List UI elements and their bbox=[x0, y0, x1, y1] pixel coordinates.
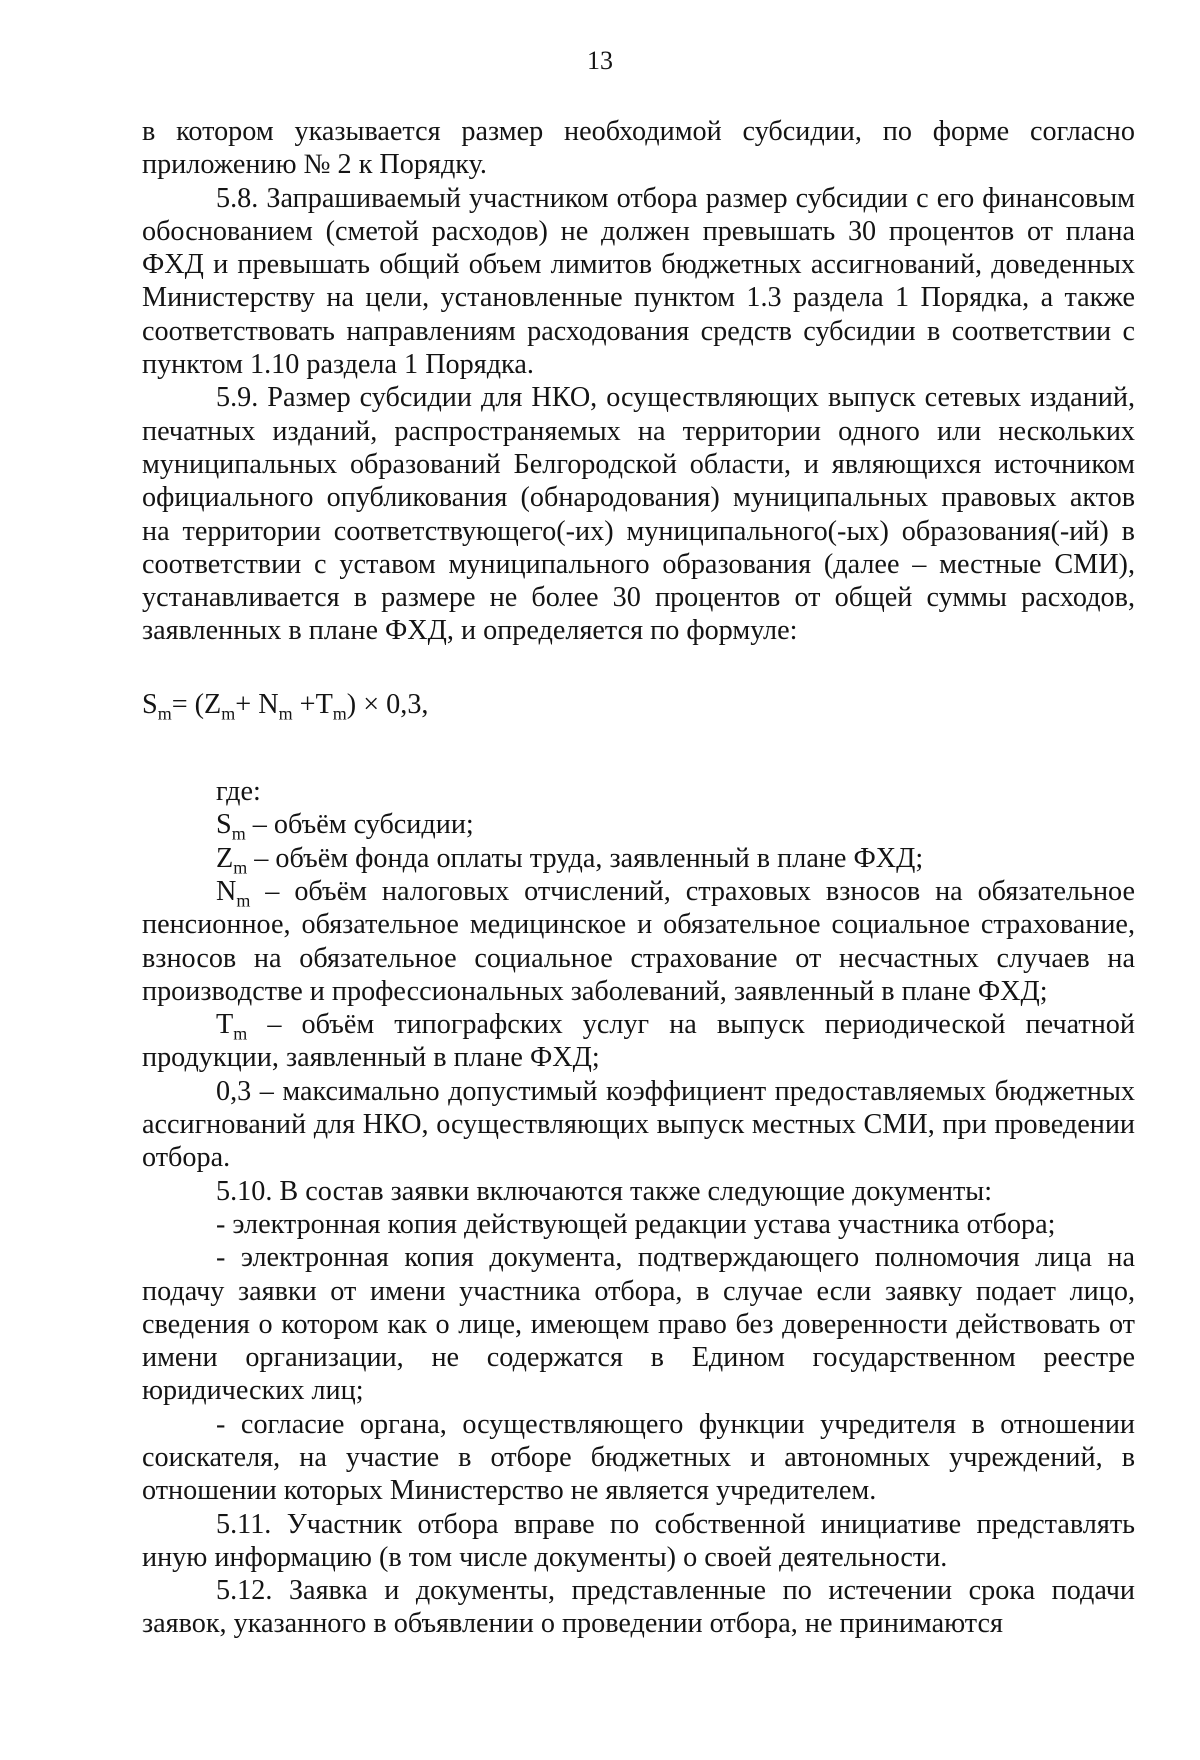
paragraph-5-11: 5.11. Участник отбора вправе по собственной инициативе представлять иную информацию (в том числе документы) о своей деятельности. bbox=[142, 1508, 1135, 1573]
definition-t-text: – объём типографских услуг на выпуск периодической печатной продукции, заявленный в плане ФХД; bbox=[142, 1009, 1135, 1074]
page-number: 13 bbox=[587, 46, 613, 75]
definition-t-sub: m bbox=[233, 1023, 248, 1044]
definition-t-symbol: T bbox=[216, 1009, 234, 1041]
list-item-charter-copy: - электронная копия действующей редакции устава участника отбора; bbox=[216, 1208, 1056, 1240]
formula-n: N bbox=[258, 688, 279, 720]
paragraph-5-8: 5.8. Запрашиваемый участником отбора размер субсидии с его финансовым обоснованием (сметой расходов) не должен превышать 30 процентов от плана ФХД и превышать общий объем лимитов бюджетных ассигнований, доведенных Министерству на цели, установленные пунктом 1.3 раздела 1 Порядка, а также соответствовать направлениям расходования средств субсидии в соответствии с пунктом 1.10 раздела 1 Порядка. bbox=[142, 182, 1135, 381]
paragraph-5-10: 5.10. В состав заявки включаются также следующие документы: bbox=[216, 1175, 993, 1207]
formula-s: S bbox=[142, 688, 158, 720]
definition-s bbox=[142, 808, 1135, 844]
formula-t-sub: m bbox=[332, 703, 347, 724]
definition-z-symbol: Z bbox=[216, 842, 234, 874]
definition-z-sub: m bbox=[233, 857, 248, 878]
definition-n bbox=[142, 875, 1135, 1008]
formula-t: T bbox=[315, 688, 333, 720]
list-item-authority-document: - электронная копия документа, подтверждающего полномочия лица на подачу заявки от имени участника отбора, в случае если заявку подает лицо, сведения о котором как о лице, имеющем право без доверенности действовать от имени организации, не содержатся в Едином государственном реестре юридических лиц; bbox=[142, 1242, 1135, 1407]
paragraph-continuation: в котором указывается размер необходимой субсидии, по форме согласно приложению № 2 к Порядку. bbox=[142, 116, 1135, 181]
formula-plus-1: + bbox=[235, 688, 259, 720]
formula-s-sub: m bbox=[157, 703, 172, 724]
definition-z bbox=[142, 842, 1135, 878]
definition-s-sub: m bbox=[231, 823, 246, 844]
subsidy-formula bbox=[142, 688, 1135, 724]
paragraph-5-12: 5.12. Заявка и документы, представленные по истечении срока подачи заявок, указанного в объявлении о проведении отбора, не принимаются bbox=[142, 1575, 1135, 1640]
definition-t bbox=[142, 1008, 1135, 1075]
definition-s-text: – объём субсидии; bbox=[245, 809, 474, 841]
where-label: где: bbox=[216, 776, 261, 808]
formula-z-sub: m bbox=[221, 703, 236, 724]
definition-coefficient: 0,3 – максимально допустимый коэффициент предоставляемых бюджетных ассигнований для НКО, осуществляющих выпуск местных СМИ, при проведении отбора. bbox=[142, 1075, 1135, 1174]
definition-n-text: – объём налоговых отчислений, страховых взносов на обязательное пенсионное, обязательное медицинское и обязательное социальное страхование, взносов на обязательное социальное страхование от несчастных случаев на производстве и профессиональных заболеваний, заявленный в плане ФХД; bbox=[142, 875, 1135, 1007]
definition-s-symbol: S bbox=[216, 809, 232, 841]
definition-z-text: – объём фонда оплаты труда, заявленный в плане ФХД; bbox=[247, 842, 924, 874]
formula-z: Z bbox=[204, 688, 222, 720]
document-body bbox=[142, 115, 1135, 1641]
formula-eq-open: = ( bbox=[171, 688, 205, 720]
paragraph-5-9: 5.9. Размер субсидии для НКО, осуществляющих выпуск сетевых изданий, печатных изданий, распространяемых на территории одного или нескольких муниципальных образований Белгородской области, и являющихся источником официального опубликования (обнародования) муниципальных правовых актов на территории соответствующего(-их) муниципального(-ых) образования(-ий) в соответствии с уставом муниципального образования (далее – местные СМИ), устанавливается в размере не более 30 процентов от общей суммы расходов, заявленных в плане ФХД, и определяется по формуле: bbox=[142, 382, 1135, 647]
formula-tail: ) × 0,3, bbox=[346, 688, 429, 720]
formula-n-sub: m bbox=[278, 703, 293, 724]
definition-n-sub: m bbox=[236, 890, 251, 911]
list-item-founder-consent: - согласие органа, осуществляющего функции учредителя в отношении соискателя, на участие в отборе бюджетных и автономных учреждений, в отношении которых Министерство не является учредителем. bbox=[142, 1408, 1135, 1507]
formula-plus-2: + bbox=[292, 688, 316, 720]
definition-n-symbol: N bbox=[216, 875, 237, 907]
